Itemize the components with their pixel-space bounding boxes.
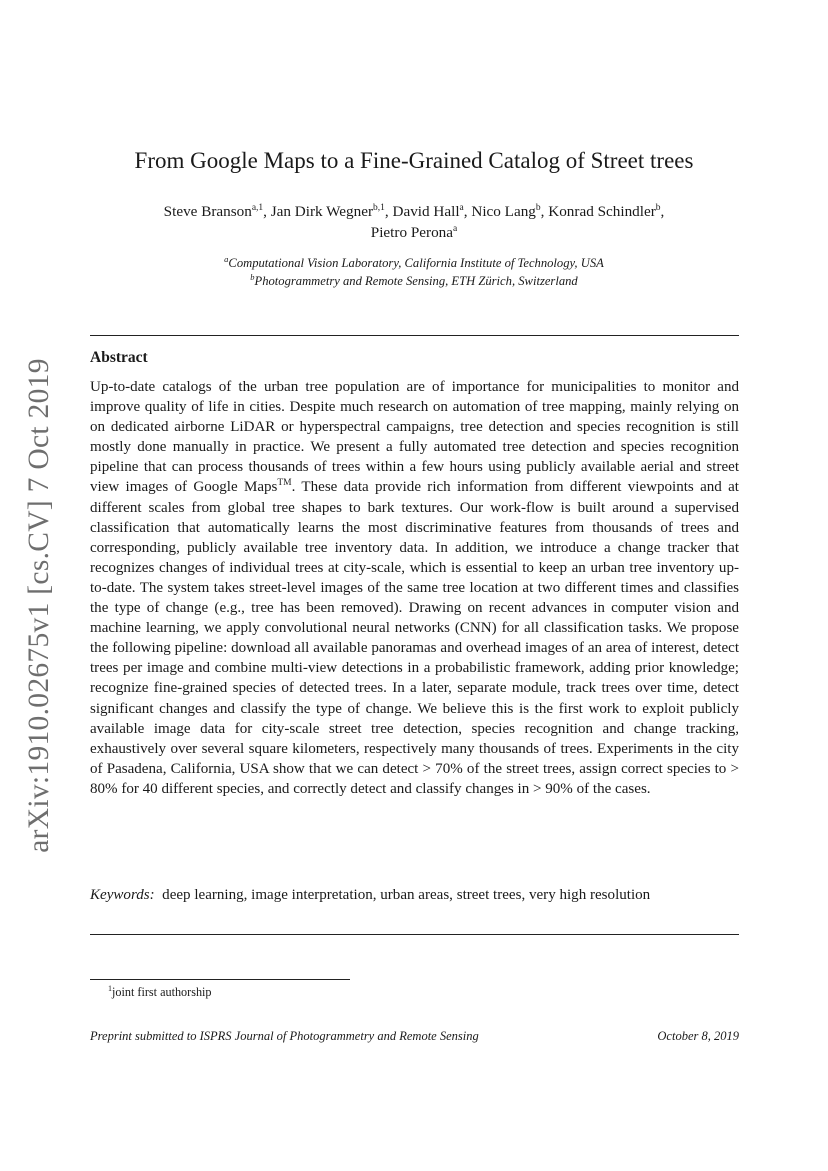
keywords-label: Keywords: — [90, 887, 155, 903]
affiliations — [100, 254, 728, 290]
keywords — [90, 885, 730, 905]
abstract-heading: Abstract — [90, 349, 148, 366]
arxiv-side-stamp — [13, 357, 65, 853]
abstract-bottom-divider — [90, 934, 739, 935]
abstract-text: Up-to-date catalogs of the urban tree population are of importance for municipalities to monitor and improve quality of life in cities. Despite much research on automation of tree mapping, mainly relying on on dedicated airborne LiDAR or hyperspectral campaigns, tree detection and species recognition is still mostly done manually in practice. We present a fully automated tree detection and species recognition pipeline that can process thousands of trees within a few hours using publicly available aerial and street view images of Google Maps™. These data provide rich information from different viewpoints and at different scales from global tree shapes to bark textures. Our work-flow is built around a supervised classification that automatically learns the most discriminative features from thousands of trees and corresponding, publicly available tree inventory data. In addition, we introduce a change tracker that recognizes changes of individual trees at city-scale, which is essential to keep an urban tree inventory up-to-date. The system takes street-level images of the same tree location at two different times and classifies the type of change (e.g., tree has been removed). Drawing on recent advances in computer vision and machine learning, we apply convolutional neural networks (CNN) for all classification tasks. We propose the following pipeline: download all available panoramas and overhead images of an area of interest, detect trees per image and combine multi-view detections in a probabilistic framework, adding prior knowledge; recognize fine-grained species of detected trees. In a later, separate module, track trees over time, detect significant changes and classify the type of change. We believe this is the first work to exploit publicly available image data for city-scale street tree detection, species recognition and change tracking, exhaustively over several square kilometers, respectively many thousands of trees. Experiments in the city of Pasadena, California, USA show that we can detect > 70% of the street trees, assign correct species to > 80% for 40 different species, and correctly detect and classify changes in > 90% of the cases. — [90, 379, 739, 797]
author: Nico Lang$^b$, — [471, 203, 549, 220]
footnote: $^1$joint first authorship — [108, 984, 212, 999]
trademark-mark: TM — [277, 478, 292, 489]
keywords-text: deep learning, image interpretation, urban areas, street trees, very high resolution — [162, 887, 651, 903]
author: Jan Dirk Wegner$^{b,1}$, — [270, 203, 393, 220]
arxiv-stamp-text: arXiv:1910.02675v1 [cs.CV] 7 Oct 2019 — [22, 357, 55, 853]
preprint-date: October 8, 2019 — [657, 1029, 739, 1043]
author-list — [100, 201, 728, 243]
preprint-note: Preprint submitted to ISPRS Journal of Photogrammetry and Remote Sensing — [90, 1029, 479, 1043]
author: Steve Branson$^{a,1}$, — [163, 203, 271, 220]
author: Konrad Schindler$^b$, — [548, 203, 665, 220]
abstract-top-divider — [90, 335, 739, 336]
footnote-divider — [90, 979, 350, 980]
affiliation-a: $^a$Computational Vision Laboratory, California Institute of Technology, USA — [224, 254, 604, 270]
author: Pietro Perona$^a$ — [370, 224, 458, 241]
author: David Hall$^a$, — [392, 203, 472, 220]
paper-title: From Google Maps to a Fine-Grained Catalog of Street trees — [134, 148, 694, 173]
affiliation-b: $^b$Photogrammetry and Remote Sensing, ETH Zürich, Switzerland — [250, 272, 578, 288]
